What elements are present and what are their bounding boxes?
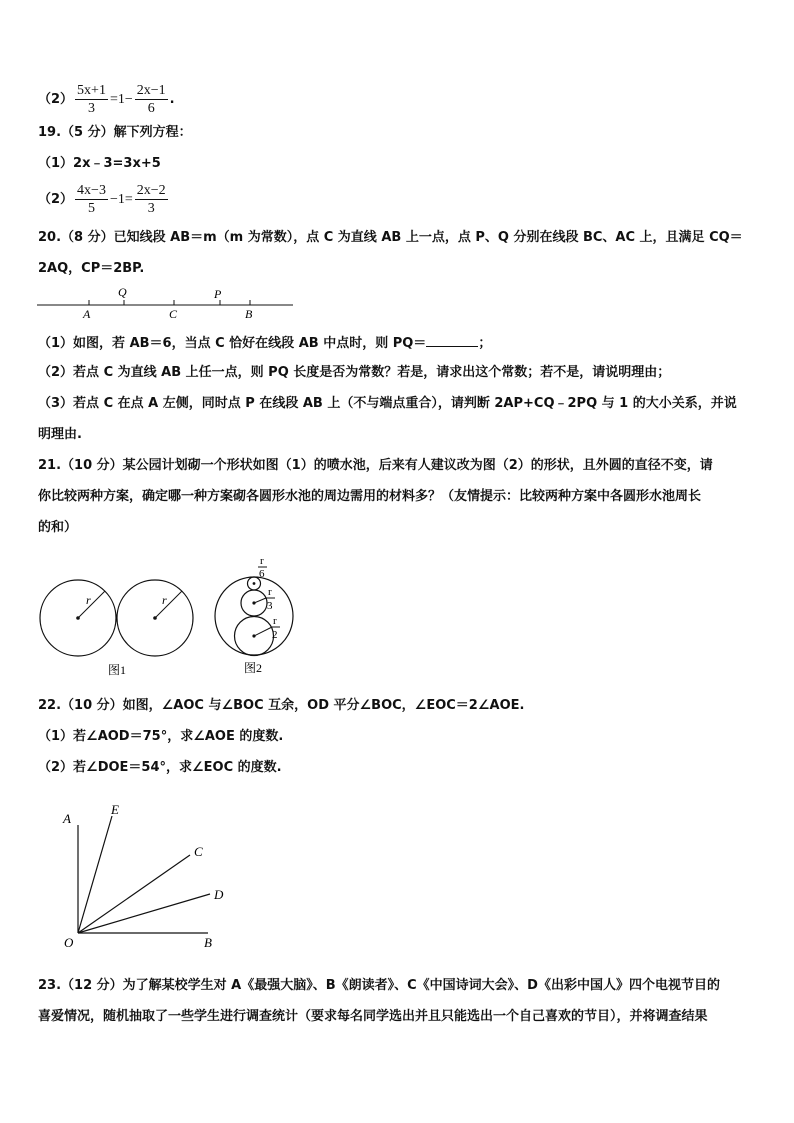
q22-part1: （1）若∠AOD＝75°，求∠AOE 的度数. — [38, 729, 284, 744]
q18-equals-part: =1− — [109, 92, 133, 107]
label-E: E — [111, 802, 119, 817]
figure-1-caption: 图1 — [108, 663, 127, 677]
q21-line2: 你比较两种方案，确定哪一种方案砌各圆形水池的周边需用的材料多？（友情提示：比较两种方案中各圆形水池周长 — [38, 489, 702, 504]
q19-equals-part: −1= — [109, 192, 133, 207]
left-radius-label: r — [86, 593, 91, 607]
q20-part1-text: （1）如图，若 AB＝6，当点 C 恰好在线段 AB 中点时，则 PQ＝ — [38, 336, 427, 351]
q18-part2-label: （2） — [38, 92, 74, 107]
q18-fraction-2 — [135, 82, 168, 117]
label-A: A — [63, 811, 71, 826]
fraction-numerator: 4x−3 — [77, 183, 106, 198]
q21-figure-1 — [38, 578, 198, 678]
q20-line1: 20.（8 分）已知线段 AB＝m（m 为常数），点 C 为直线 AB 上一点，点 P、Q 分别在线段 BC、AC 上，且满足 CQ＝ — [38, 230, 743, 245]
ray-OD — [78, 894, 210, 933]
q20-part3-line2: 明理由. — [38, 427, 82, 442]
label-P: P — [214, 287, 222, 301]
label-r6-den: 6 — [259, 568, 265, 580]
ray-OC — [78, 855, 190, 933]
q22-part2: （2）若∠DOE＝54°，求∠EOC 的度数. — [38, 760, 282, 775]
q19-part2-label: （2） — [38, 192, 74, 207]
q22-line1: 22.（10 分）如图，∠AOC 与∠BOC 互余，OD 平分∠BOC，∠EOC＝2∠AOE. — [38, 698, 525, 713]
left-radius — [78, 591, 105, 618]
radius-r3 — [254, 598, 266, 603]
label-Q: Q — [118, 285, 127, 299]
right-radius-label: r — [162, 593, 167, 607]
label-A: A — [83, 307, 91, 319]
label-D: D — [214, 887, 224, 902]
fraction-denominator: 6 — [147, 101, 155, 116]
q18-part2-equation — [38, 82, 175, 118]
q23-line1: 23.（12 分）为了解某校学生对 A《最强大脑》、B《朗读者》、C《中国诗词大会》、D《出彩中国人》四个电视节目的 — [38, 978, 720, 993]
q21-figure-2 — [210, 552, 310, 682]
figure-2-caption: 图2 — [244, 661, 263, 675]
label-r2-den: 2 — [272, 629, 278, 641]
fraction-denominator: 3 — [88, 101, 95, 116]
fraction-denominator: 3 — [147, 201, 155, 216]
q19-fraction-2 — [135, 182, 168, 217]
q20-segment-figure — [36, 285, 298, 319]
fraction-numerator: 5x+1 — [77, 83, 106, 98]
label-B: B — [204, 935, 212, 950]
fraction-numerator: 2x−1 — [136, 83, 166, 98]
label-C: C — [194, 844, 203, 859]
right-radius — [155, 591, 182, 618]
label-r2-num: r — [273, 615, 277, 627]
q19-part1 — [38, 156, 161, 172]
q18-fraction-1 — [75, 82, 108, 117]
label-B: B — [245, 307, 253, 319]
ray-OE — [78, 816, 112, 933]
label-r3-num: r — [268, 586, 272, 598]
fraction-numerator: 2x−2 — [136, 183, 166, 198]
label-C: C — [169, 307, 178, 319]
q20-part1-end: ； — [478, 336, 492, 351]
q20-part2: （2）若点 C 为直线 AB 上任一点，则 PQ 长度是否为常数？若是，请求出这个常数；若不是，请说明理由； — [38, 365, 671, 380]
q19-title: 19.（5 分）解下列方程： — [38, 125, 192, 140]
q18-period: . — [169, 92, 175, 107]
label-r6-num: r — [260, 555, 264, 567]
fraction-denominator: 5 — [88, 201, 95, 216]
answer-blank[interactable] — [426, 334, 478, 347]
radius-r2 — [254, 627, 272, 636]
q20-line2: 2AQ，CP＝2BP. — [38, 261, 145, 276]
label-r3-den: 3 — [267, 600, 273, 612]
center-dot-r6 — [253, 582, 256, 585]
q19-part2 — [38, 182, 170, 218]
q19-part1-equation: 2x﹣3=3x+5 — [73, 156, 161, 171]
q19-fraction-1 — [75, 182, 108, 217]
q20-part1 — [38, 334, 491, 352]
q22-angle-figure — [58, 800, 238, 952]
q23-line2: 喜爱情况，随机抽取了一些学生进行调查统计（要求每名同学选出并且只能选出一个自己喜欢的节目），并将调查结果 — [38, 1009, 708, 1024]
q19-part1-label: （1） — [38, 156, 74, 171]
q21-line1: 21.（10 分）某公园计划砌一个形状如图（1）的喷水池，后来有人建议改为图（2）的形状，且外圆的直径不变，请 — [38, 458, 713, 473]
q20-part3-line1: （3）若点 C 在点 A 左侧，同时点 P 在线段 AB 上（不与端点重合），请判断 2AP+CQ﹣2PQ 与 1 的大小关系，并说 — [38, 396, 737, 411]
q21-line3: 的和） — [38, 520, 78, 535]
label-O: O — [64, 935, 74, 950]
